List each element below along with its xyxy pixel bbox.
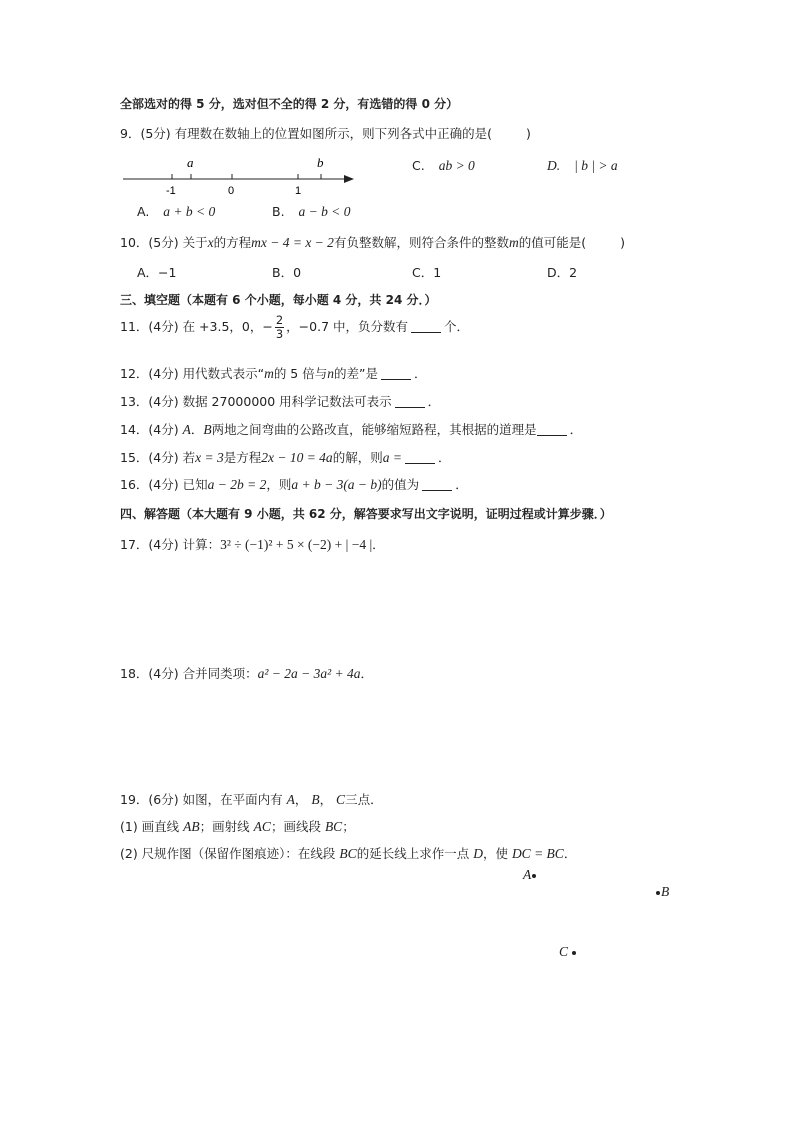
q15-equation: 2x − 10 = 4a <box>261 450 333 465</box>
q18-expression: a² − 2a − 3a² + 4a <box>257 666 361 681</box>
q10-stem-mid: 的方程 <box>213 235 252 250</box>
question-10-stem <box>120 233 625 251</box>
q11-answer-blank[interactable] <box>411 320 441 333</box>
q19-point-b: B <box>311 792 320 807</box>
score-note: 全部选对的得 5 分，选对但不全的得 2 分，有选错的得 0 分） <box>120 97 459 111</box>
q19-stem-pre: 19．(6分) 如图，在平面内有 <box>120 792 283 807</box>
q11-pre: 11．(4分) 在 +3.5，0，− <box>120 319 273 334</box>
q19-sub2-pre: (2) 尺规作图（保留作图痕迹）：在线段 <box>120 846 336 861</box>
q10-option-a[interactable]: A．−1 <box>137 265 177 280</box>
q16-answer-blank[interactable] <box>422 478 452 491</box>
q15-pre: 15．(4分) 若 <box>120 450 196 465</box>
q11-post: ，−0.7 中，负分数有 <box>286 319 408 334</box>
q19-point-d: D <box>473 846 483 861</box>
q9-opt-b-expr: a − b < 0 <box>298 204 351 219</box>
label-neg1: -1 <box>166 185 176 197</box>
q12-tail: ． <box>413 366 427 381</box>
q14-point-b: B <box>203 422 212 437</box>
q9-opt-c-letter: C. <box>412 158 425 173</box>
q9-option-c[interactable] <box>412 158 475 174</box>
q19-sub2-end: ． <box>563 846 577 861</box>
q10-var-x: x <box>207 235 214 250</box>
q10-option-c[interactable]: C．1 <box>412 265 442 280</box>
q12-pre: 12．(4分) 用代数式表示“ <box>120 366 265 381</box>
figure-label-a: A <box>523 867 532 882</box>
q17-expression: 3² ÷ (−1)² + 5 × (−2) + | −4 | <box>220 537 373 552</box>
number-line-figure <box>120 150 365 198</box>
q9-paren-close: ) <box>526 126 531 141</box>
figure-dot-c <box>572 951 576 955</box>
q15-post: 的解，则 <box>332 450 383 465</box>
q15-mid: 是方程 <box>223 450 262 465</box>
fraction-two-thirds <box>275 314 284 341</box>
figure-point-a <box>523 867 536 883</box>
figure-label-b: B <box>661 884 670 899</box>
question-16 <box>120 475 468 493</box>
q10-var-m: m <box>508 235 519 250</box>
q9-option-b[interactable] <box>272 204 351 220</box>
question-19-part-2 <box>120 844 576 862</box>
q16-condition: a − 2b = 2 <box>207 477 267 492</box>
q9-opt-c-expr: ab > 0 <box>438 158 475 173</box>
q16-mid: ，则 <box>266 477 292 492</box>
q9-opt-d-letter: D. <box>547 158 561 173</box>
q19-line-ab: AB <box>183 819 200 834</box>
figure-label-c: C <box>559 944 569 959</box>
q19-sub1-b: ；画线段 <box>270 819 321 834</box>
q13-tail: ． <box>427 394 441 409</box>
figure-dot-b <box>656 891 660 895</box>
question-11 <box>120 314 469 341</box>
q16-pre: 16．(4分) 已知 <box>120 477 208 492</box>
q14-answer-blank[interactable] <box>537 423 567 436</box>
q16-tail: ． <box>455 477 468 492</box>
q19-ray-ac: AC <box>253 819 271 834</box>
frac-denominator: 3 <box>275 327 284 341</box>
q9-option-d[interactable] <box>547 158 618 174</box>
q9-stem-text: 9．(5分) 有理数在数轴上的位置如图所示，则下列各式中正确的是( <box>120 126 493 141</box>
question-18 <box>120 664 373 682</box>
q19-sub2-mid: 的延长线上求作一点 <box>356 846 470 861</box>
figure-dot-a <box>532 874 536 878</box>
section-4-title: 四、解答题（本大题有 9 小题，共 62 分，解答要求写出文字说明，证明过程或计算步骤．） <box>120 507 612 521</box>
q19-point-c: C <box>336 792 346 807</box>
q16-expression: a + b − 3(a − b) <box>291 477 382 492</box>
q14-point-a: A <box>182 422 191 437</box>
q10-stem-post: 有负整数解，则符合条件的整数 <box>333 235 509 250</box>
q14-sep: ． <box>190 422 204 437</box>
q10-option-d[interactable]: D．2 <box>547 265 578 280</box>
q12-mid: 的 5 倍与 <box>273 366 328 381</box>
q12-var-m: m <box>264 366 274 381</box>
question-13 <box>120 392 440 410</box>
q9-opt-a-expr: a + b < 0 <box>163 204 216 219</box>
q19-bc-2: BC <box>339 846 357 861</box>
question-12 <box>120 364 426 382</box>
question-17 <box>120 535 385 553</box>
q13-text: 13．(4分) 数据 27000000 用科学记数法可表示 <box>120 394 392 409</box>
q19-point-a: A <box>286 792 295 807</box>
q15-condition: x = 3 <box>195 450 224 465</box>
q14-pre: 14．(4分) <box>120 422 179 437</box>
q12-answer-blank[interactable] <box>381 367 411 380</box>
question-15 <box>120 448 450 466</box>
figure-point-c <box>559 944 576 960</box>
q9-opt-b-letter: B. <box>272 204 285 219</box>
q15-a-equals: a = <box>382 450 402 465</box>
question-19-part-1 <box>120 817 355 835</box>
q10-equation: mx − 4 = x − 2 <box>251 235 334 250</box>
q19-sub2-mid2: ，使 <box>482 846 508 861</box>
q19-dc-equals-bc: DC = BC <box>511 846 564 861</box>
q18-pre: 18．(4分) 合并同类项： <box>120 666 258 681</box>
q19-segment-bc: BC <box>324 819 343 834</box>
section-3-title: 三、填空题（本题有 6 个小题，每小题 4 分，共 24 分．） <box>120 293 437 307</box>
q15-answer-blank[interactable] <box>405 451 435 464</box>
axis-arrow <box>344 175 354 183</box>
q19-sub1-pre: (1) 画直线 <box>120 819 180 834</box>
q15-tail: ． <box>437 450 451 465</box>
q13-answer-blank[interactable] <box>395 395 425 408</box>
q10-stem-end: 的值可能是( <box>518 235 587 250</box>
q10-stem-pre: 10．(5分) 关于 <box>120 235 208 250</box>
q19-sub1-a: ；画射线 <box>199 819 250 834</box>
question-19-stem: 19．(6分) 如图，在平面内有 A， B， C三点． <box>120 792 383 807</box>
q18-tail: ． <box>360 666 374 681</box>
q10-option-b[interactable]: B．0 <box>272 265 302 280</box>
figure-point-b <box>656 884 669 900</box>
label-b: b <box>317 155 324 170</box>
q12-post: 的差”是 <box>333 366 378 381</box>
q9-opt-a-letter: A. <box>137 204 150 219</box>
q14-post: 两地之间弯曲的公路改直，能够缩短路程，其根据的道理是 <box>211 422 537 437</box>
q12-var-n: n <box>327 366 334 381</box>
q9-opt-d-expr: | b | > a <box>574 158 618 173</box>
q16-post: 的值为 <box>381 477 420 492</box>
label-a: a <box>187 155 194 170</box>
question-14 <box>120 420 582 438</box>
q10-paren-close: ) <box>620 235 625 250</box>
label-zero: 0 <box>228 185 235 197</box>
question-9-stem <box>120 124 531 142</box>
q17-tail: ． <box>372 537 385 552</box>
q9-option-a[interactable] <box>137 204 215 220</box>
frac-numerator: 2 <box>275 313 284 327</box>
label-one: 1 <box>295 185 302 197</box>
q14-tail: ． <box>569 422 583 437</box>
q11-tail: 个． <box>444 319 470 334</box>
q19-stem-post: 三点． <box>345 792 383 807</box>
q17-pre: 17．(4分) 计算： <box>120 537 221 552</box>
q19-sub1-end: ； <box>342 819 355 834</box>
